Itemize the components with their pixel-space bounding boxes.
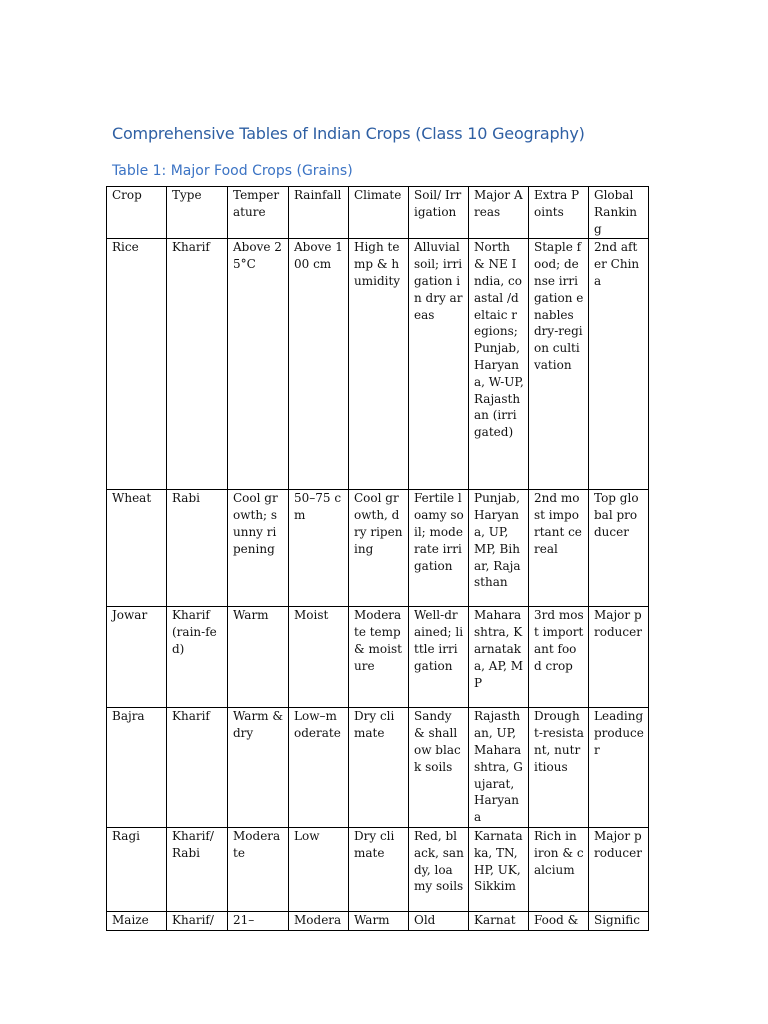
cell-climate: Dry climate (349, 827, 409, 911)
header-rainfall: Rainfall (289, 187, 349, 239)
cell-temperature: Above 25°C (228, 239, 289, 490)
cell-text: 21– (233, 912, 255, 927)
cell-soil-irrigation: Well-drained; little irrigation (409, 607, 469, 708)
cell-temperature: Moderate (228, 827, 289, 911)
cell-global-ranking: Major producer (589, 827, 649, 911)
cell-soil-irrigation: Sandy & shallow black soils (409, 708, 469, 828)
cell-text: Food & (534, 912, 579, 927)
cell-text: Kharif/ (172, 912, 214, 927)
cell-text: Karnat (474, 912, 516, 927)
cell-extra-points: 3rd most important food crop (529, 607, 589, 708)
table-row (107, 708, 649, 828)
header-major-areas: Major Areas (469, 187, 529, 239)
cell-extra-points: Drought-resistant, nutritious (529, 708, 589, 828)
cell-rainfall: Low–moderate (289, 708, 349, 828)
cell-climate: Dry climate (349, 708, 409, 828)
header-crop: Crop (107, 187, 167, 239)
cell-temperature: Cool growth; sunny ripening (228, 490, 289, 607)
header-type: Type (167, 187, 228, 239)
cell-global-ranking: 2nd after China (589, 239, 649, 490)
cell-major-areas: North & NE India, coastal /deltaic regions; Punjab, Haryana, W-UP, Rajasthan (irrigated) (469, 239, 529, 490)
cell-text: Warm (354, 912, 390, 927)
cell-global-ranking: Major producer (589, 607, 649, 708)
table-row (107, 911, 649, 930)
cell-text: Old (414, 912, 436, 927)
cell-major-areas: Karnataka, TN, HP, UK, Sikkim (469, 827, 529, 911)
header-global-ranking: Global Ranking (589, 187, 649, 239)
cell-rainfall: 50–75 cm (289, 490, 349, 607)
cell-global-ranking: Top global producer (589, 490, 649, 607)
cell-crop: Bajra (107, 708, 167, 828)
cell-global-ranking: Leading producer (589, 708, 649, 828)
cell-crop: Jowar (107, 607, 167, 708)
cell-text: Maize (112, 912, 149, 927)
cell-soil-irrigation: Alluvial soil; irrigation in dry areas (409, 239, 469, 490)
cell-major-areas: Rajasthan, UP, Maharashtra, Gujarat, Haryana (469, 708, 529, 828)
cell-climate: High temp & humidity (349, 239, 409, 490)
cell-text: Signific (594, 912, 641, 927)
cell-climate: Moderate temp & moisture (349, 607, 409, 708)
cell-crop: Wheat (107, 490, 167, 607)
cell-temperature: Warm (228, 607, 289, 708)
cell-type: Rabi (167, 490, 228, 607)
table-title: Table 1: Major Food Crops (Grains) (112, 163, 353, 179)
table-row (107, 239, 649, 490)
cell-type: Kharif (rain-fed) (167, 607, 228, 708)
header-extra-points: Extra Points (529, 187, 589, 239)
cell-extra-points: Staple food; dense irrigation enables dry-region cultivation (529, 239, 589, 490)
table-header-row (107, 187, 649, 239)
cell-temperature (228, 911, 289, 930)
cell-type: Kharif/ Rabi (167, 827, 228, 911)
header-climate: Climate (349, 187, 409, 239)
cell-crop (107, 911, 167, 930)
header-temperature: Temperature (228, 187, 289, 239)
cell-extra-points: Rich in iron & calcium (529, 827, 589, 911)
table-row (107, 607, 649, 708)
cell-soil-irrigation (409, 911, 469, 930)
cell-rainfall: Low (289, 827, 349, 911)
cell-rainfall: Moist (289, 607, 349, 708)
table-row (107, 827, 649, 911)
cell-climate (349, 911, 409, 930)
cell-soil-irrigation: Fertile loamy soil; moderate irrigation (409, 490, 469, 607)
cell-climate: Cool growth, dry ripening (349, 490, 409, 607)
cell-type (167, 911, 228, 930)
page-title: Comprehensive Tables of Indian Crops (Class 10 Geography) (112, 124, 585, 143)
cell-crop: Rice (107, 239, 167, 490)
cell-temperature: Warm & dry (228, 708, 289, 828)
cell-rainfall: Above 100 cm (289, 239, 349, 490)
cell-type: Kharif (167, 708, 228, 828)
cell-type: Kharif (167, 239, 228, 490)
cell-major-areas: Punjab, Haryana, UP, MP, Bihar, Rajasthan (469, 490, 529, 607)
cell-major-areas (469, 911, 529, 930)
cell-extra-points: 2nd most important cereal (529, 490, 589, 607)
cell-rainfall (289, 911, 349, 930)
cell-crop: Ragi (107, 827, 167, 911)
cell-major-areas: Maharashtra, Karnataka, AP, MP (469, 607, 529, 708)
table-row (107, 490, 649, 607)
cell-global-ranking (589, 911, 649, 930)
header-soil-irrigation: Soil/ Irrigation (409, 187, 469, 239)
cell-soil-irrigation: Red, black, sandy, loamy soils (409, 827, 469, 911)
cell-text: Modera (294, 912, 342, 927)
cell-extra-points (529, 911, 589, 930)
crops-table (106, 186, 649, 931)
